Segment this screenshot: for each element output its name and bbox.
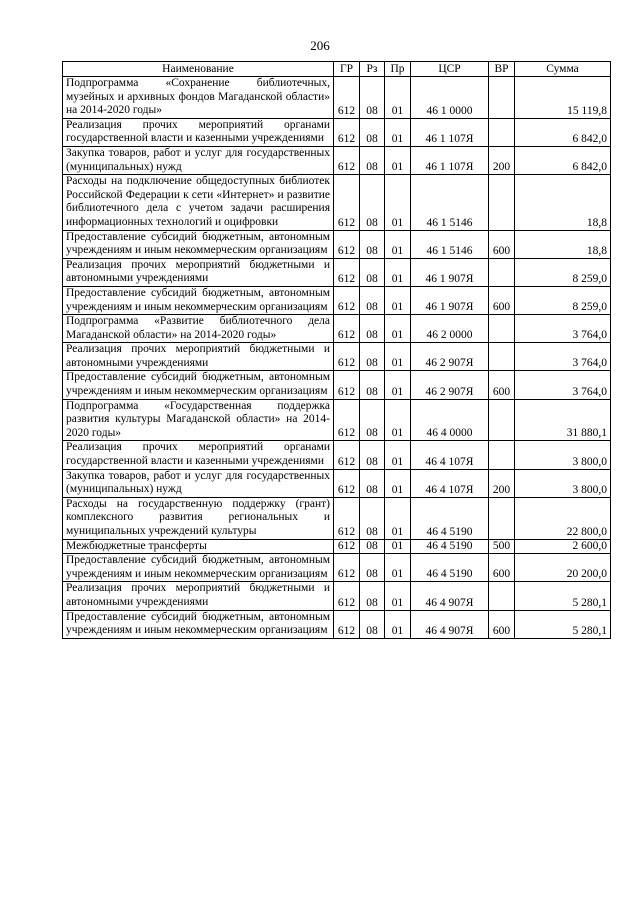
cell-pr: 01 (385, 230, 411, 258)
cell-sum: 5 280,1 (515, 582, 611, 610)
cell-name: Реализация прочих мероприятий бюджетными и автономными учреждениями (63, 343, 334, 371)
table-row (63, 399, 611, 441)
cell-gr: 612 (334, 343, 360, 371)
cell-csr: 46 4 5190 (411, 497, 489, 539)
cell-rz: 08 (360, 230, 385, 258)
cell-gr: 612 (334, 554, 360, 582)
cell-pr: 01 (385, 610, 411, 638)
cell-vr (489, 258, 515, 286)
header-gr: ГР (334, 62, 360, 77)
cell-pr: 01 (385, 582, 411, 610)
table-row (63, 258, 611, 286)
cell-sum: 31 880,1 (515, 399, 611, 441)
cell-name: Подпрограмма «Развитие библиотечного дела Магаданской области» на 2014-2020 годы» (63, 315, 334, 343)
cell-rz: 08 (360, 497, 385, 539)
cell-csr: 46 1 5146 (411, 230, 489, 258)
budget-table (62, 61, 611, 639)
cell-csr: 46 1 107Я (411, 118, 489, 146)
table-row (63, 230, 611, 258)
cell-name: Закупка товаров, работ и услуг для государственных (муниципальных) нужд (63, 469, 334, 497)
cell-name: Реализация прочих мероприятий бюджетными и автономными учреждениями (63, 582, 334, 610)
cell-sum: 2 600,0 (515, 539, 611, 554)
table-row (63, 441, 611, 469)
cell-vr (489, 343, 515, 371)
cell-rz: 08 (360, 258, 385, 286)
cell-vr: 600 (489, 554, 515, 582)
cell-sum: 15 119,8 (515, 77, 611, 119)
cell-vr (489, 315, 515, 343)
cell-sum: 3 764,0 (515, 315, 611, 343)
cell-rz: 08 (360, 441, 385, 469)
cell-sum: 20 200,0 (515, 554, 611, 582)
cell-sum: 3 800,0 (515, 469, 611, 497)
table-row (63, 497, 611, 539)
cell-sum: 8 259,0 (515, 258, 611, 286)
cell-vr (489, 175, 515, 230)
cell-pr: 01 (385, 175, 411, 230)
cell-rz: 08 (360, 77, 385, 119)
cell-vr (489, 399, 515, 441)
cell-csr: 46 2 0000 (411, 315, 489, 343)
cell-csr: 46 4 107Я (411, 441, 489, 469)
cell-rz: 08 (360, 610, 385, 638)
page-number: 206 (310, 38, 330, 53)
cell-vr: 600 (489, 230, 515, 258)
cell-vr (489, 497, 515, 539)
cell-sum: 3 800,0 (515, 441, 611, 469)
cell-csr: 46 1 907Я (411, 258, 489, 286)
cell-gr: 612 (334, 77, 360, 119)
header-rz: Рз (360, 62, 385, 77)
cell-sum: 8 259,0 (515, 286, 611, 314)
cell-gr: 612 (334, 539, 360, 554)
cell-name: Подпрограмма «Государственная поддержка развития культуры Магаданской области» на 2014-2020 годы» (63, 399, 334, 441)
cell-pr: 01 (385, 371, 411, 399)
cell-name: Расходы на подключение общедоступных библиотек Российской Федерации к сети «Интернет» и развитие библиотечного дела с учетом задачи расширения информационных технологий и оцифровки (63, 175, 334, 230)
table-row (63, 371, 611, 399)
cell-sum: 18,8 (515, 175, 611, 230)
cell-name: Предоставление субсидий бюджетным, автономным учреждениям и иным некоммерческим организациям (63, 610, 334, 638)
header-sum: Сумма (515, 62, 611, 77)
cell-pr: 01 (385, 539, 411, 554)
table-row (63, 146, 611, 174)
cell-csr: 46 2 907Я (411, 371, 489, 399)
table-row (63, 582, 611, 610)
cell-pr: 01 (385, 441, 411, 469)
cell-sum: 5 280,1 (515, 610, 611, 638)
table-row (63, 286, 611, 314)
cell-rz: 08 (360, 399, 385, 441)
cell-sum: 18,8 (515, 230, 611, 258)
cell-name: Закупка товаров, работ и услуг для государственных (муниципальных) нужд (63, 146, 334, 174)
cell-pr: 01 (385, 258, 411, 286)
cell-pr: 01 (385, 286, 411, 314)
cell-rz: 08 (360, 175, 385, 230)
cell-vr (489, 441, 515, 469)
cell-gr: 612 (334, 399, 360, 441)
cell-name: Предоставление субсидий бюджетным, автономным учреждениям и иным некоммерческим организациям (63, 230, 334, 258)
cell-gr: 612 (334, 118, 360, 146)
table-row (63, 77, 611, 119)
header-pr: Пр (385, 62, 411, 77)
table-header-row (63, 62, 611, 77)
cell-vr: 600 (489, 286, 515, 314)
cell-vr (489, 582, 515, 610)
cell-gr: 612 (334, 582, 360, 610)
cell-csr: 46 4 107Я (411, 469, 489, 497)
cell-rz: 08 (360, 554, 385, 582)
table-row (63, 315, 611, 343)
cell-sum: 6 842,0 (515, 146, 611, 174)
cell-gr: 612 (334, 469, 360, 497)
cell-vr: 200 (489, 146, 515, 174)
cell-rz: 08 (360, 582, 385, 610)
cell-csr: 46 4 0000 (411, 399, 489, 441)
cell-csr: 46 1 907Я (411, 286, 489, 314)
cell-vr (489, 118, 515, 146)
table-row (63, 610, 611, 638)
cell-csr: 46 1 0000 (411, 77, 489, 119)
table-row (63, 539, 611, 554)
cell-name: Реализация прочих мероприятий бюджетными и автономными учреждениями (63, 258, 334, 286)
cell-pr: 01 (385, 497, 411, 539)
cell-csr: 46 2 907Я (411, 343, 489, 371)
cell-rz: 08 (360, 146, 385, 174)
cell-pr: 01 (385, 399, 411, 441)
cell-sum: 22 800,0 (515, 497, 611, 539)
cell-pr: 01 (385, 146, 411, 174)
cell-name: Предоставление субсидий бюджетным, автономным учреждениям и иным некоммерческим организациям (63, 286, 334, 314)
cell-name: Межбюджетные трансферты (63, 539, 334, 554)
cell-pr: 01 (385, 469, 411, 497)
cell-gr: 612 (334, 286, 360, 314)
cell-gr: 612 (334, 610, 360, 638)
cell-rz: 08 (360, 469, 385, 497)
cell-name: Реализация прочих мероприятий органами государственной власти и казенными учреждениями (63, 118, 334, 146)
cell-gr: 612 (334, 441, 360, 469)
cell-rz: 08 (360, 286, 385, 314)
cell-rz: 08 (360, 343, 385, 371)
cell-gr: 612 (334, 497, 360, 539)
cell-gr: 612 (334, 315, 360, 343)
cell-vr: 500 (489, 539, 515, 554)
cell-gr: 612 (334, 258, 360, 286)
cell-name: Подпрограмма «Сохранение библиотечных, музейных и архивных фондов Магаданской области» на 2014-2020 годы» (63, 77, 334, 119)
cell-pr: 01 (385, 554, 411, 582)
cell-rz: 08 (360, 371, 385, 399)
table-row (63, 554, 611, 582)
cell-sum: 6 842,0 (515, 118, 611, 146)
cell-pr: 01 (385, 118, 411, 146)
cell-gr: 612 (334, 230, 360, 258)
cell-vr: 600 (489, 610, 515, 638)
header-vr: ВР (489, 62, 515, 77)
cell-csr: 46 4 5190 (411, 554, 489, 582)
cell-name: Предоставление субсидий бюджетным, автономным учреждениям и иным некоммерческим организациям (63, 554, 334, 582)
cell-pr: 01 (385, 315, 411, 343)
table-row (63, 469, 611, 497)
cell-csr: 46 4 5190 (411, 539, 489, 554)
cell-pr: 01 (385, 343, 411, 371)
cell-rz: 08 (360, 539, 385, 554)
cell-rz: 08 (360, 315, 385, 343)
cell-rz: 08 (360, 118, 385, 146)
table-row (63, 118, 611, 146)
cell-gr: 612 (334, 146, 360, 174)
cell-csr: 46 1 5146 (411, 175, 489, 230)
cell-csr: 46 4 907Я (411, 610, 489, 638)
cell-name: Расходы на государственную поддержку (грант) комплексного развития региональных и муниципальных учреждений культуры (63, 497, 334, 539)
table-row (63, 343, 611, 371)
cell-vr: 600 (489, 371, 515, 399)
cell-sum: 3 764,0 (515, 343, 611, 371)
cell-name: Реализация прочих мероприятий органами государственной власти и казенными учреждениями (63, 441, 334, 469)
cell-vr (489, 77, 515, 119)
header-name: Наименование (63, 62, 334, 77)
cell-vr: 200 (489, 469, 515, 497)
table-row (63, 175, 611, 230)
cell-pr: 01 (385, 77, 411, 119)
cell-gr: 612 (334, 371, 360, 399)
cell-name: Предоставление субсидий бюджетным, автономным учреждениям и иным некоммерческим организациям (63, 371, 334, 399)
header-csr: ЦСР (411, 62, 489, 77)
cell-csr: 46 1 107Я (411, 146, 489, 174)
cell-gr: 612 (334, 175, 360, 230)
cell-csr: 46 4 907Я (411, 582, 489, 610)
cell-sum: 3 764,0 (515, 371, 611, 399)
